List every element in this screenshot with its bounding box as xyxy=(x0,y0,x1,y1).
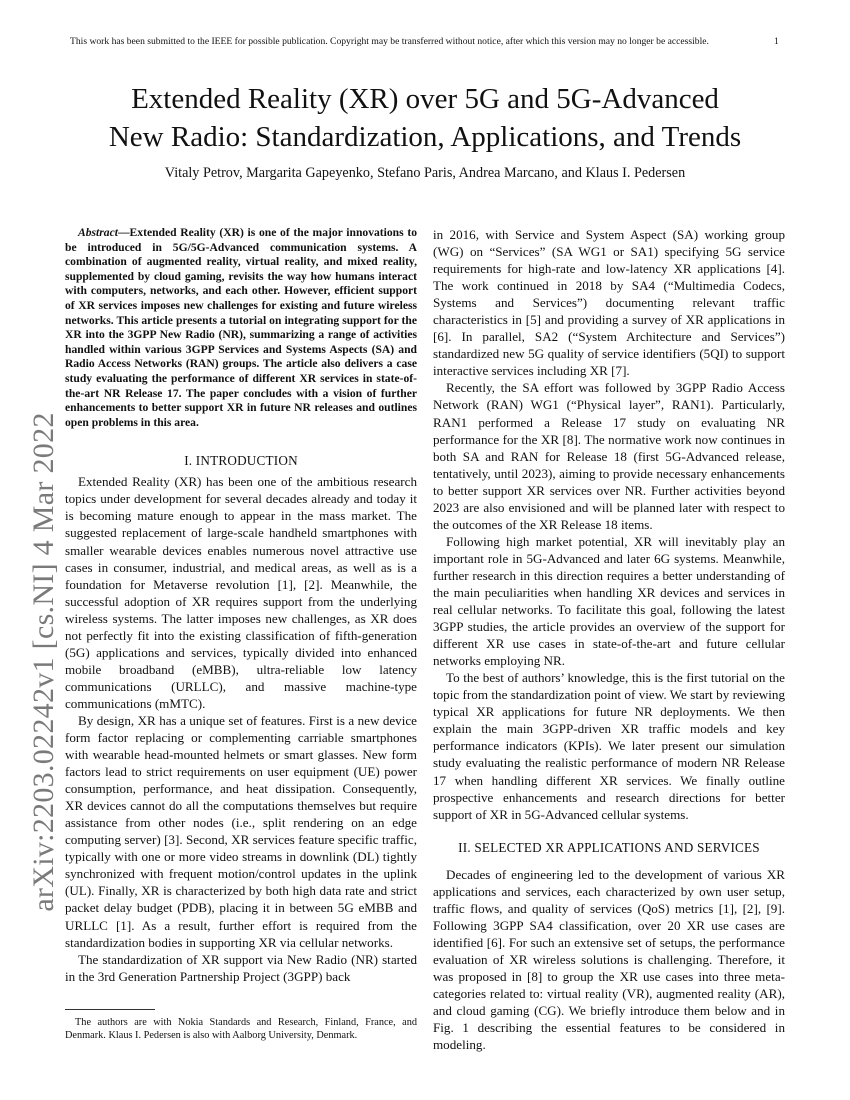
section-heading-xr-applications: II. SELECTED XR APPLICATIONS AND SERVICES xyxy=(458,839,760,855)
intro-paragraph-4: Recently, the SA effort was followed by 3GPP Radio Access Network (RAN) WG1 (“Physical layer”, RAN1). Particularly, RAN1 performed a Release 17 study on evaluating NR performance for the XR [8]. The normative work now continues in both SA and RAN for Release 18 (first 5G-Advanced release, tentatively, until 2023), aiming to provide necessary enhancements to better support XR services over NR. Further activities beyond 2023 are also envisioned and will be planned later with respect to the outcomes of the XR Release 18 items. xyxy=(433,380,785,532)
left-column xyxy=(65,226,417,985)
author-list: Vitaly Petrov, Margarita Gapeyenko, Stefano Paris, Andrea Marcano, and Klaus I. Pedersen xyxy=(164,165,686,181)
intro-paragraph-2: By design, XR has a unique set of features. First is a new device form factor replacing or complementing carriable smartphones with wearable head-mounted helmets or smart glasses. New form factors lead to strict requirements on user equipment (UE) power consumption, performance, and heat dissipation. Consequently, XR devices cannot do all the computations themselves but require assistance from other nodes (i.e., split rendering on an edge computing server) [3]. Second, XR services feature specific traffic, typically with one or more video streams in downlink (DL) tightly synchronized with frequent motion/control updates in the uplink (UL). Finally, XR is characterized by both high data rate and strict packet delay budget (PDB), placing it in between 5G eMBB and URLLC [1]. As a result, further effort is required from the standardization bodies in supporting XR via cellular networks. xyxy=(65,712,417,950)
intro-paragraph-6: To the best of authors’ knowledge, this is the first tutorial on the topic from the standardization point of view. We start by reviewing typical XR applications for future NR deployments. We then explain the main 3GPP-driven XR traffic models and key performance indicators (KPIs). We later present our simulation study evaluating the realistic performance of modern NR Release 17 when handling different XR services. We finally outline prospective enhancements and research directions for better support of XR in 5G-Advanced cellular systems. xyxy=(433,670,785,822)
intro-paragraph-3: The standardization of XR support via New Radio (NR) started in the 3rd Generation Partnership Project (3GPP) back xyxy=(65,951,417,984)
arxiv-identifier-stamp: arXiv:2203.02242v1 [cs.NI] 4 Mar 2022 xyxy=(27,412,60,912)
abstract-text: —Extended Reality (XR) is one of the major innovations to be introduced in 5G/5G-Advanced communication systems. A combination of augmented reality, virtual reality, and mixed reality, supplemented by cloud gaming, revisits the way how humans interact with computers, networks, and each other. However, efficient support of XR services imposes new challenges for existing and future wireless networks. This article presents a tutorial on integrating support for the XR into the 3GPP New Radio (NR), summarizing a range of activities handled within various 3GPP Services and Systems Aspects (SA) and Radio Access Networks (RAN) groups. The article also delivers a case study evaluating the performance of different XR services in state-of-the-art NR Release 17. The paper concludes with a vision of further enhancements to better support XR in future NR releases and outlines open problems in this area. xyxy=(65,226,417,429)
intro-paragraph-5: Following high market potential, XR will inevitably play an important role in 5G-Advanced and later 6G systems. Meanwhile, further research in this direction requires a better understanding of the main peculiarities when handling XR devices and services in real cellular networks. To facilitate this goal, following the latest 3GPP studies, the article provides an overview of the support for different XR use cases in state-of-the-art and future cellular networks employing NR. xyxy=(433,533,785,669)
section2-paragraph-1: Decades of engineering led to the development of various XR applications and services, each characterized by own user setup, traffic flows, and quality of services (QoS) metrics [1], [2], [9]. Following 3GPP SA4 classification, over 20 XR use cases are identified [6]. For such an extensive set of setups, the performance evaluation of XR wireless solutions is challenging. Therefore, it was proposed in [8] to group the XR use cases into three meta-categories related to: virtual reality (VR), augmented reality (AR), and cloud gaming (CG). We briefly introduce them below and in Fig. 1 describing the essential features to be considered in modeling. xyxy=(433,866,785,1053)
intro-paragraph-1: Extended Reality (XR) has been one of the ambitious research topics under development for several decades already and today it is becoming mature enough to appear in the mass market. The suggested replacement of large-scale handheld smartphones with smaller wearable devices enables numerous novel attractive use cases in consumer, industrial, and medical areas, as well as is a foundation for Metaverse revolution [1], [2]. Meanwhile, the successful adoption of XR requires support from the underlying wireless systems. The latter imposes new challenges, as XR does not perfectly fit into the existing classification of fifth-generation (5G) applications and services, typically divided into enhanced mobile broadband (eMBB), ultra-reliable low latency communications (URLLC), and massive machine-type communications (mMTC). xyxy=(65,474,417,711)
intro-continuation-paragraph: in 2016, with Service and System Aspect (SA) working group (WG) on “Services” (SA WG1 or SA1) specifying 5G service requirements for high-rate and low-latency XR applications [4]. The work continued in 2018 by SA4 (“Multimedia Codecs, Systems and Services”) documenting relevant traffic characteristics in [5] and providing a survey of XR applications in [6]. In parallel, SA2 (“System Architecture and Services”) standardized new 5G quality of service identifiers (5QI) to support interactive services including XR [7]. xyxy=(433,227,785,379)
abstract-label: Abstract xyxy=(78,226,118,239)
title-line-2: New Radio: Standardization, Applications, and Trends xyxy=(108,121,742,153)
right-column xyxy=(433,226,785,1053)
section-heading-introduction: I. INTRODUCTION xyxy=(184,453,298,469)
page-number: 1 xyxy=(774,36,779,47)
paper-title xyxy=(40,80,810,156)
author-affiliation-footnote: The authors are with Nokia Standards and Research, Finland, France, and Denmark. Klaus I. Pedersen is also with Aalborg University, Denmark. xyxy=(65,1017,417,1041)
footnote-divider xyxy=(65,1009,155,1010)
submission-notice: This work has been submitted to the IEEE for possible publication. Copyright may be transferred without notice, after which this version may no longer be accessible. xyxy=(70,36,709,47)
abstract xyxy=(65,226,417,430)
title-line-1: Extended Reality (XR) over 5G and 5G-Advanced xyxy=(131,83,719,115)
